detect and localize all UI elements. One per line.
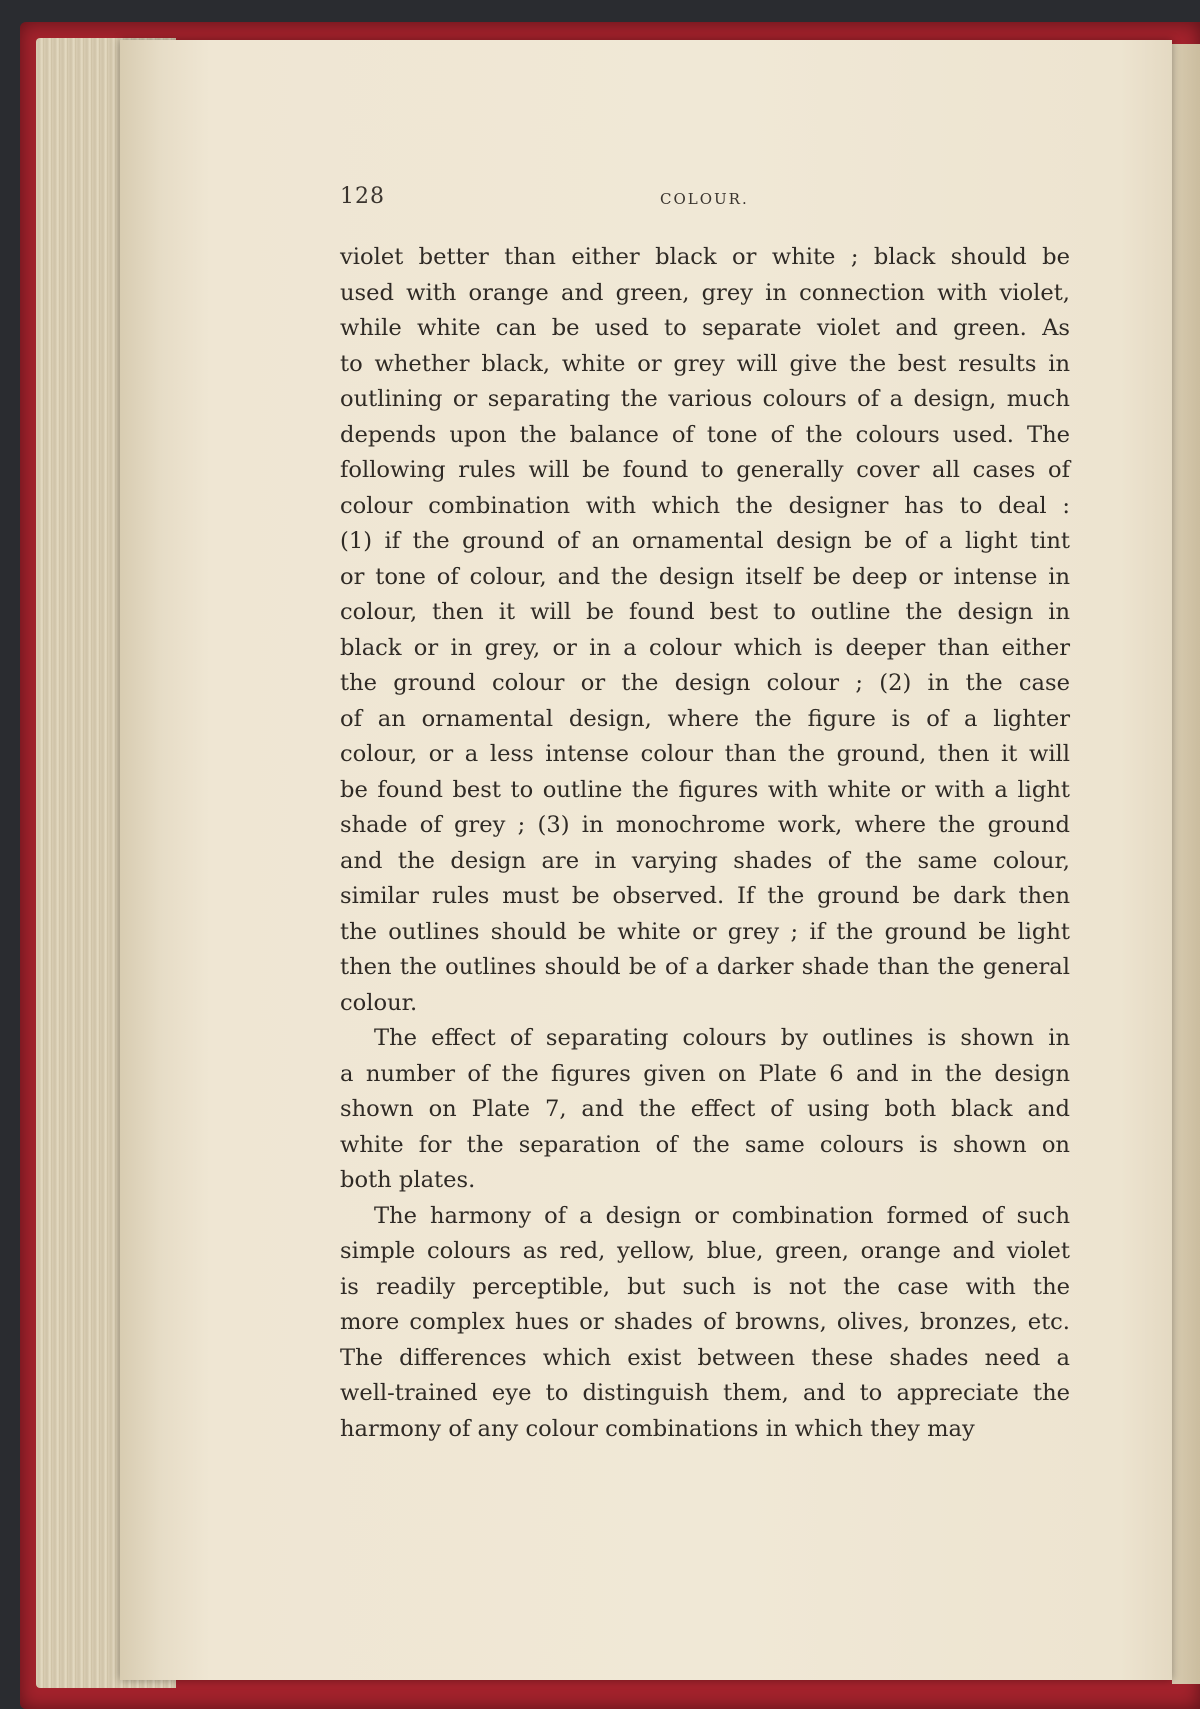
text-line: harmony of any colour combinations in which they may	[340, 1415, 975, 1442]
paragraph	[340, 1199, 1070, 1448]
text-line: shade of grey ; (3) in monochrome work, where the ground	[340, 812, 1070, 838]
paragraph	[340, 240, 1070, 1021]
text-line: The harmony of a design or combination formed of such	[374, 1202, 1070, 1229]
text-line: and the design are in varying shades of the same colour,	[340, 847, 1070, 874]
text-line: depends upon the balance of tone of the colours used. The	[340, 421, 1070, 448]
text-line: The effect of separating colours by outlines is shown in	[374, 1025, 1070, 1051]
text-line: both plates.	[340, 1167, 476, 1193]
text-line: white for the separation of the same colours is shown on	[340, 1131, 1070, 1158]
text-line: simple colours as red, yellow, blue, green, orange and violet	[340, 1238, 1070, 1264]
text-line: or tone of colour, and the design itself be deep or intense in	[340, 563, 1070, 590]
text-line: then the outlines should be of a darker shade than the general	[340, 954, 1070, 980]
text-line: of an ornamental design, where the figure is of a lighter	[340, 705, 1070, 732]
running-head: COLOUR.	[660, 190, 749, 208]
text-line: similar rules must be observed. If the ground be dark then	[340, 883, 1070, 909]
text-line: the outlines should be white or grey ; if the ground be light	[340, 918, 1070, 945]
text-line: following rules will be found to generally cover all cases of	[340, 457, 1070, 483]
text-line: colour combination with which the designer has to deal :	[340, 492, 1070, 519]
text-line: more complex hues or shades of browns, olives, bronzes, etc.	[340, 1309, 1070, 1335]
text-line: shown on Plate 7, and the effect of using both black and	[340, 1096, 1070, 1122]
text-line: be found best to outline the figures with white or with a light	[340, 776, 1070, 803]
text-line: violet better than either black or white ; black should be	[340, 244, 1070, 270]
text-line: outlining or separating the various colours of a design, much	[340, 386, 1070, 412]
text-line: black or in grey, or in a colour which is deeper than either	[340, 634, 1070, 661]
text-line: to whether black, white or grey will give the best results in	[340, 350, 1070, 377]
body-text	[340, 240, 1070, 1447]
text-line: used with orange and green, grey in connection with violet,	[340, 279, 1070, 306]
text-line: well-trained eye to distinguish them, and to appreciate the	[340, 1380, 1070, 1406]
page-number: 128	[340, 184, 385, 209]
page-header	[340, 184, 1070, 218]
text-line: colour.	[340, 989, 418, 1016]
text-line: while white can be used to separate violet and green. As	[340, 315, 1070, 341]
text-line: is readily perceptible, but such is not the case with the	[340, 1273, 1070, 1300]
text-line: a number of the figures given on Plate 6 and in the design	[340, 1060, 1070, 1087]
text-line: colour, or a less intense colour than the ground, then it will	[340, 741, 1070, 767]
text-line: (1) if the ground of an ornamental design be of a light tint	[340, 528, 1070, 554]
text-line: colour, then it will be found best to outline the design in	[340, 599, 1070, 625]
text-line: the ground colour or the design colour ; (2) in the case	[340, 670, 1070, 696]
text-line: The differences which exist between these shades need a	[340, 1344, 1070, 1371]
paragraph	[340, 1021, 1070, 1199]
right-page-edge	[1172, 44, 1200, 1684]
